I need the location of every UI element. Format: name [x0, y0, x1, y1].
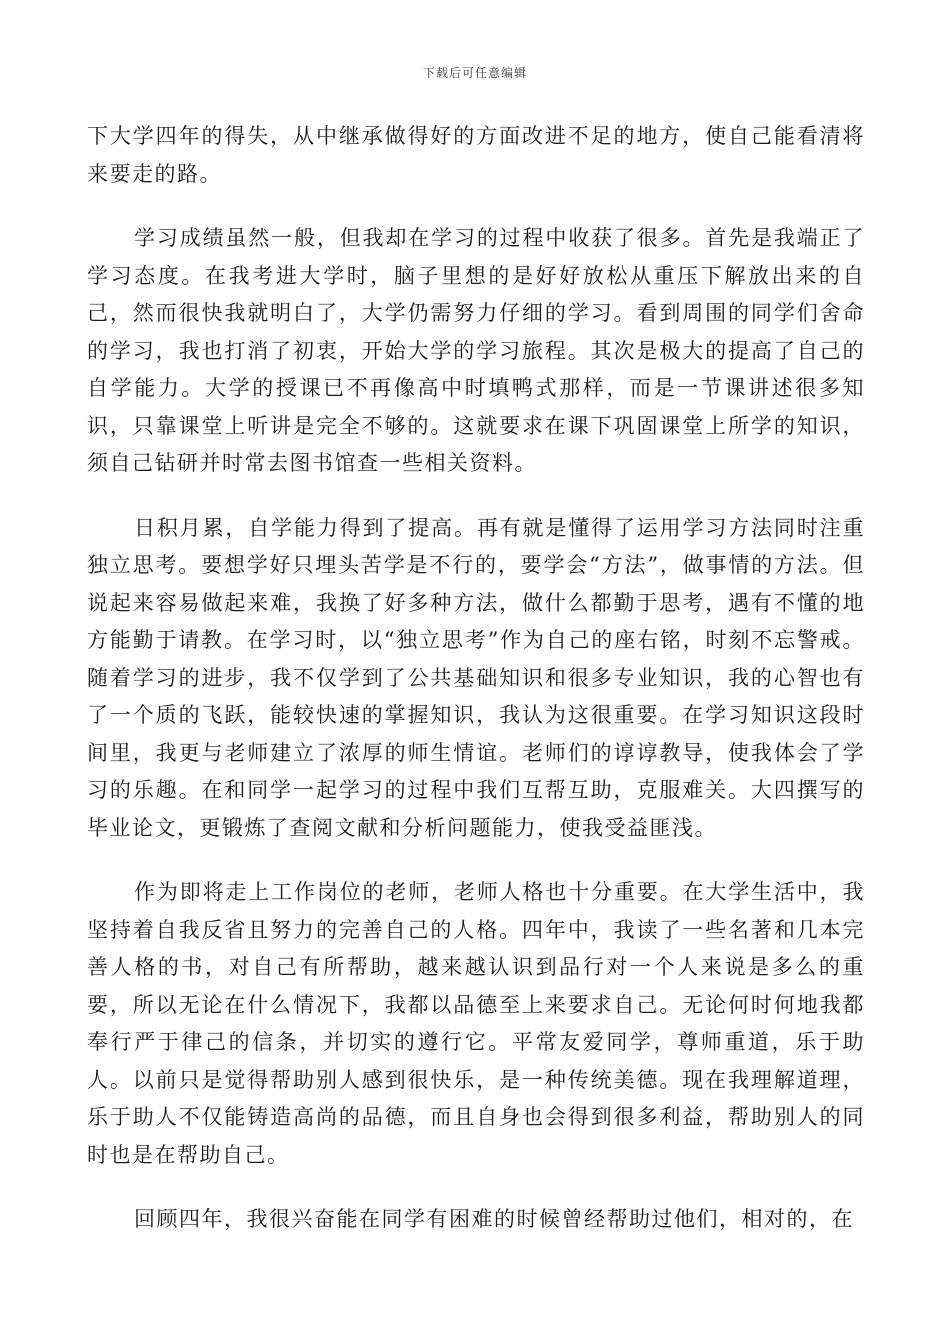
paragraph-teacher-character: 作为即将走上工作岗位的老师，老师人格也十分重要。在大学生活中，我坚持着自我反省且努力的完善自己的人格。四年中，我读了一些名著和几本完善人格的书，对自己有所帮助，越来越认识到品行对一个人来说是多么的重要，所以无论在什么情况下，我都以品德至上来要求自己。无论何时何地我都奉行严于律己的信条，并切实的遵行它。平常友爱同学，尊师重道，乐于助人。以前只是觉得帮助别人感到很快乐，是一种传统美德。现在我理解道理，乐于助人不仅能铸造高尚的品德，而且自身也会得到很多利益，帮助别人的同时也是在帮助自己。	[87, 880, 865, 1167]
paragraph-continuation: 下大学四年的得失，从中继承做得好的方面改进不足的地方，使自己能看清将来要走的路。	[87, 124, 865, 186]
document-body	[87, 118, 865, 1239]
paragraph-review: 回顾四年，我很兴奋能在同学有困难的时候曾经帮助过他们，相对的，在	[134, 1207, 854, 1231]
paragraph-self-study: 日积月累，自学能力得到了提高。再有就是懂得了运用学习方法同时注重独立思考。要想学好只埋头苦学是不行的，要学会“方法”，做事情的方法。但说起来容易做起来难，我换了好多种方法，做什么都勤于思考，遇有不懂的地方能勤于请教。在学习时，以“独立思考”作为自己的座右铭，时刻不忘警戒。随着学习的进步，我不仅学到了公共基础知识和很多专业知识，我的心智也有了一个质的飞跃，能较快速的掌握知识，我认为这很重要。在学习知识这段时间里，我更与老师建立了浓厚的师生情谊。老师们的谆谆教导，使我体会了学习的乐趣。在和同学一起学习的过程中我们互帮互助，克服难关。大四撰写的毕业论文，更锻炼了查阅文献和分析问题能力，使我受益匪浅。	[87, 515, 865, 840]
paragraph-study-results: 学习成绩虽然一般，但我却在学习的过程中收获了很多。首先是我端正了学习态度。在我考进大学时，脑子里想的是好好放松从重压下解放出来的自己，然而很快我就明白了，大学仍需努力仔细的学习。看到周围的同学们舍命的学习，我也打消了初衷，开始大学的学习旅程。其次是极大的提高了自己的自学能力。大学的授课已不再像高中时填鸭式那样，而是一节课讲述很多知识，只靠课堂上听讲是完全不够的。这就要求在课下巩固课堂上所学的知识，须自己钻研并时常去图书馆查一些相关资料。	[87, 226, 865, 475]
page-header: 下载后可任意编辑	[422, 66, 527, 80]
